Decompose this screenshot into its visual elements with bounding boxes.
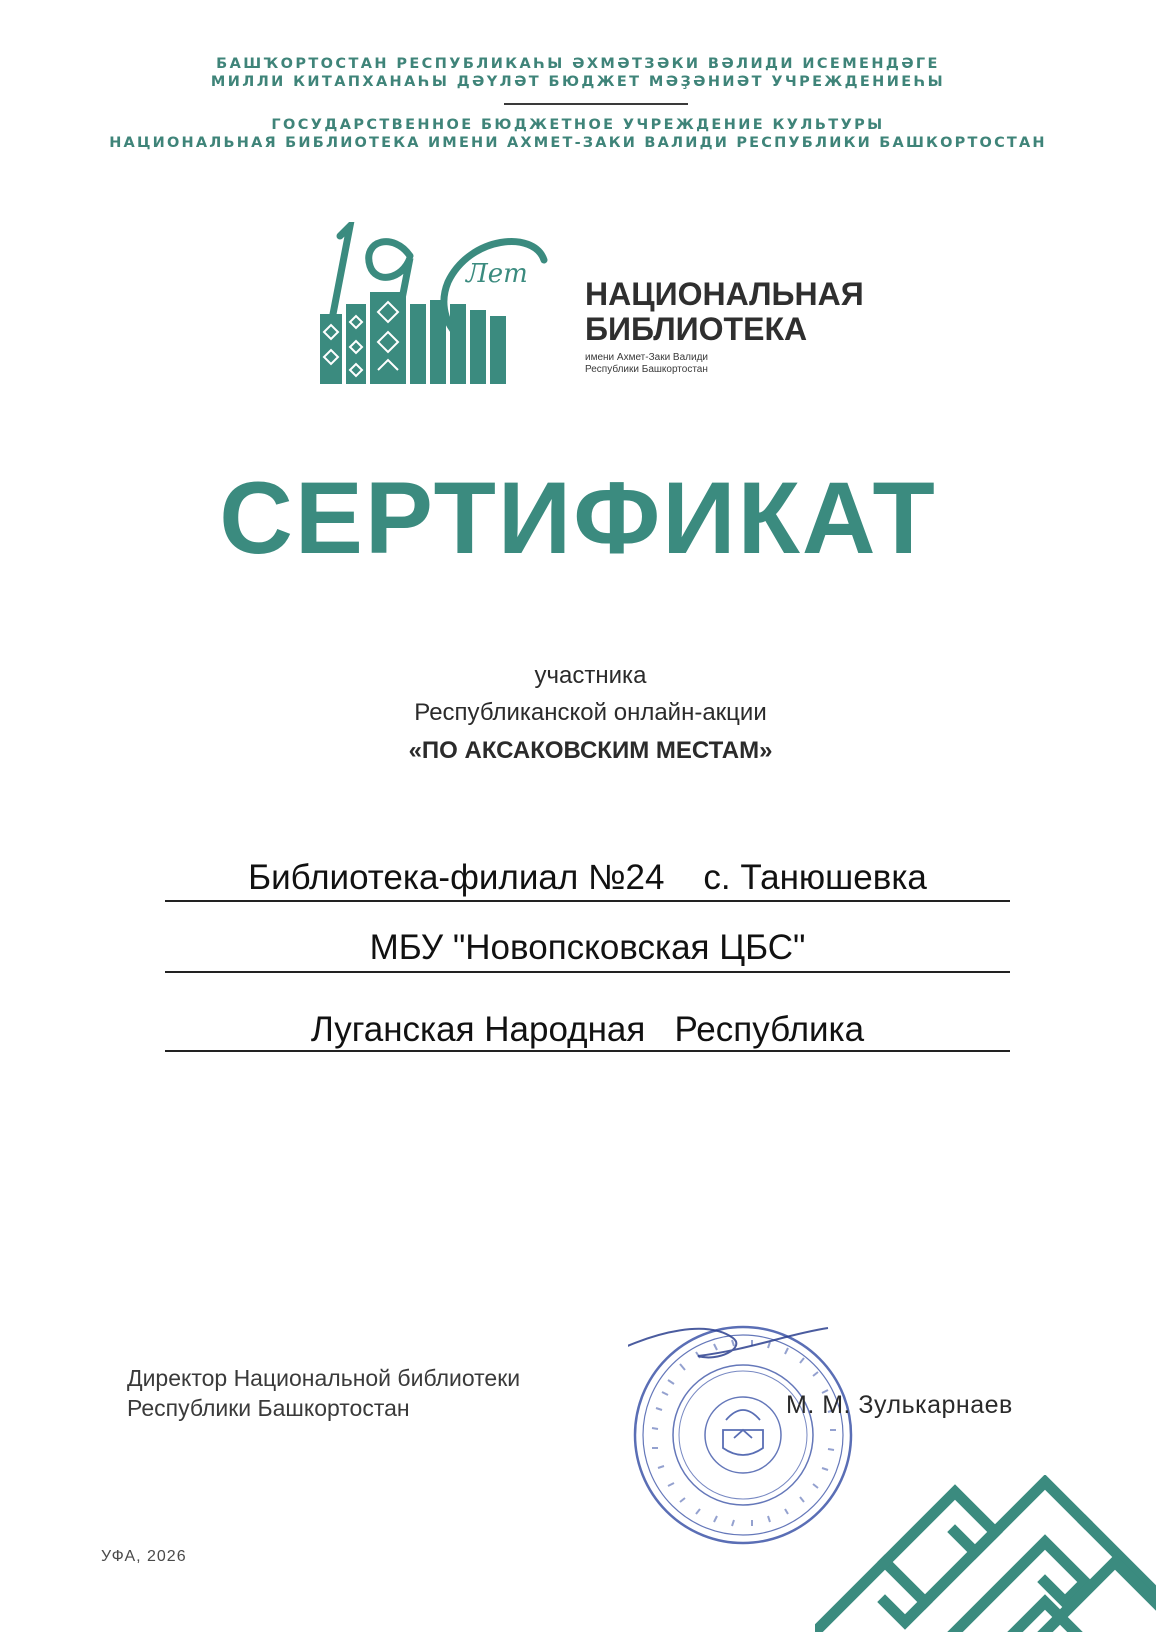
certificate-title: СЕРТИФИКАТ <box>219 461 937 575</box>
recipient-line-1: Библиотека-филиал №24 с. Танюшевка <box>248 858 927 897</box>
participant-label: участника <box>534 662 647 689</box>
event-name: «ПО АКСАКОВСКИМ МЕСТАМ» <box>408 737 773 764</box>
recipient-line-2: МБУ "Новопсковская ЦБС" <box>369 928 806 967</box>
library-name <box>585 277 864 347</box>
header-divider <box>504 103 688 105</box>
header-russian-line-2: НАЦИОНАЛЬНАЯ БИБЛИОТЕКА ИМЕНИ АХМЕТ-ЗАКИ ВАЛИДИ РЕСПУБЛИКИ БАШКОРТОСТАН <box>109 135 1047 151</box>
library-name-line-2: БИБЛИОТЕКА <box>585 311 808 347</box>
recipient-line-3: Луганская Народная Республика <box>310 1010 865 1049</box>
anniversary-word: Лет <box>466 259 528 289</box>
library-name-line-1: НАЦИОНАЛЬНАЯ <box>585 276 864 312</box>
building-ornament-icon <box>320 292 506 384</box>
library-subtitle <box>585 352 708 376</box>
library-subtitle-line-2: Республики Башкортостан <box>585 364 708 375</box>
header-bashkir-line-2: МИЛЛИ КИТАПХАНАҺЫ ДӘҮЛӘТ БЮДЖЕТ МӘҘӘНИӘТ УЧРЕЖДЕНИЕҺЫ <box>210 74 946 90</box>
header-russian-line-1: ГОСУДАРСТВЕННОЕ БЮДЖЕТНОЕ УЧРЕЖДЕНИЕ КУЛЬТУРЫ <box>271 117 885 133</box>
fill-underline-2 <box>165 971 1010 973</box>
fill-underline-1 <box>165 900 1010 902</box>
decorative-ornament <box>815 1475 1156 1632</box>
director-position <box>127 1363 520 1423</box>
anniversary-logo <box>298 222 588 386</box>
city-and-year: УФА, 2026 <box>101 1548 187 1565</box>
fill-underline-3 <box>165 1050 1010 1052</box>
event-description: Республиканской онлайн-акции <box>414 699 767 726</box>
header-bashkir-line-1: БАШҠОРТОСТАН РЕСПУБЛИКАҺЫ ӘХМӘТЗӘКИ ВӘЛИДИ ИСЕМЕНДӘГЕ <box>216 56 940 72</box>
signatory-name: М. М. Зулькарнаев <box>786 1391 1013 1419</box>
director-position-line-2: Республики Башкортостан <box>127 1395 410 1421</box>
library-subtitle-line-1: имени Ахмет-Заки Валиди <box>585 352 709 363</box>
director-position-line-1: Директор Национальной библиотеки <box>127 1365 521 1391</box>
